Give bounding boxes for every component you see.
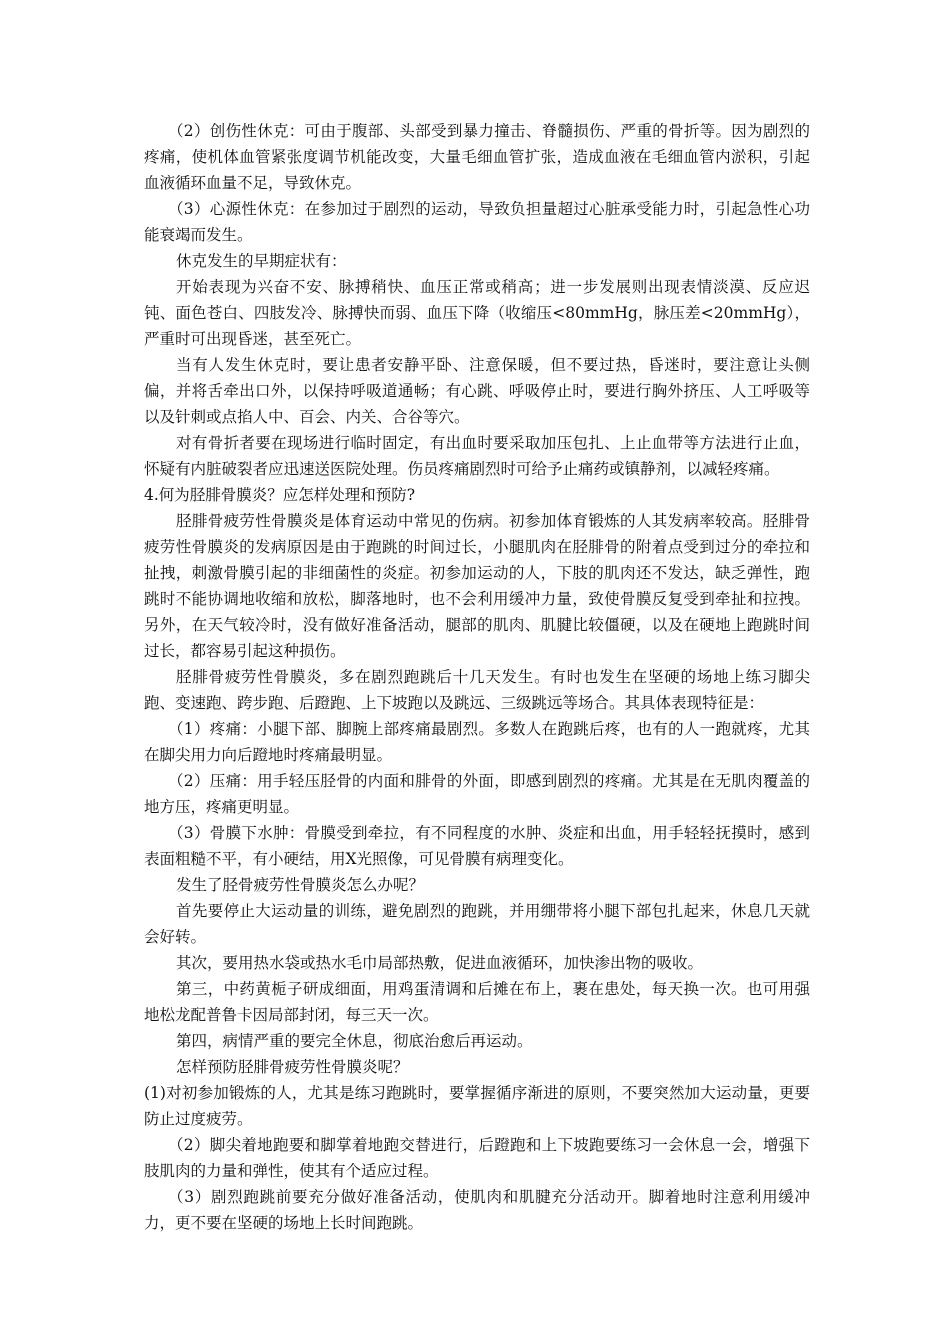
paragraph-treatment-first: 首先要停止大运动量的训练，避免剧烈的跑跳，并用绷带将小腿下部包扎起来，休息几天就会好转。 [144, 902, 810, 946]
paragraph-early-symptoms: 开始表现为兴奋不安、脉搏稍快、血压正常或稍高；进一步发展则出现表情淡漠、反应迟钝、面色苍白、四肢发冷、脉搏快而弱、血压下降（收缩压<80mmHg，脉压差<20mmHg），严重时可出现昏迷，甚至死亡。 [144, 278, 810, 348]
document-page [144, 118, 810, 1236]
paragraph-cardiogenic-shock: （3）心源性休克：在参加过于剧烈的运动，导致负担量超过心脏承受能力时，引起急性心功能衰竭而发生。 [144, 200, 810, 244]
paragraph-periostitis-occurrence: 胫腓骨疲劳性骨膜炎，多在剧烈跑跳后十几天发生。有时也发生在坚硬的场地上练习脚尖跑、变速跑、跨步跑、后蹬跑、上下坡跑以及跳远、三级跳远等场合。其具体表现特征是： [144, 668, 810, 712]
paragraph-prevention-2: （2）脚尖着地跑要和脚掌着地跑交替进行，后蹬跑和上下坡跑要练习一会休息一会，增强下肢肌肉的力量和弹性，使其有个适应过程。 [144, 1136, 810, 1180]
paragraph-shock-first-aid: 当有人发生休克时，要让患者安静平卧、注意保暖，但不要过热，昏迷时，要注意让头侧偏，并将舌牵出口外，以保持呼吸道通畅；有心跳、呼吸停止时，要进行胸外挤压、人工呼吸等以及针刺或点掐人中、百会、内关、合谷等穴。 [144, 356, 810, 426]
paragraph-prevention-3: （3）剧烈跑跳前要充分做好准备活动，使肌肉和肌腱充分活动开。脚着地时注意利用缓冲力，更不要在坚硬的场地上长时间跑跳。 [144, 1188, 810, 1232]
paragraph-what-to-do-heading: 发生了胫骨疲劳性骨膜炎怎么办呢？ [176, 876, 425, 894]
paragraph-symptom-pain: （1）疼痛：小腿下部、脚腕上部疼痛最剧烈。多数人在跑跳后疼，也有的人一跑就疼，尤其在脚尖用力向后蹬地时疼痛最明显。 [144, 720, 810, 764]
paragraph-symptom-edema: （3）骨膜下水肿：骨膜受到牵拉，有不同程度的水肿、炎症和出血，用手轻轻抚摸时，感到表面粗糙不平，有小硬结，用X光照像，可见骨膜有病理变化。 [144, 824, 810, 868]
paragraph-prevention-1: (1)对初参加锻炼的人，尤其是练习跑跳时，要掌握循序渐进的原则，不要突然加大运动量，更要防止过度疲劳。 [144, 1084, 810, 1128]
paragraph-treatment-third: 第三，中药黄栀子研成细面，用鸡蛋清调和后摊在布上，裹在患处，每天换一次。也可用强地松龙配普鲁卡因局部封闭，每三天一次。 [144, 980, 810, 1024]
paragraph-prevention-heading: 怎样预防胫腓骨疲劳性骨膜炎呢？ [176, 1058, 409, 1076]
paragraph-early-symptoms-heading: 休克发生的早期症状有： [176, 252, 347, 270]
paragraph-treatment-second: 其次，要用热水袋或热水毛巾局部热敷，促进血液循环，加快渗出物的吸收。 [176, 954, 704, 972]
section-heading-periostitis: 4.何为胫腓骨膜炎？应怎样处理和预防? [144, 486, 416, 504]
paragraph-fracture-handling: 对有骨折者要在现场进行临时固定，有出血时要采取加压包扎、上止血带等方法进行止血，怀疑有内脏破裂者应迅速送医院处理。伤员疼痛剧烈时可给予止痛药或镇静剂，以减轻疼痛。 [144, 434, 810, 478]
paragraph-symptom-tenderness: （2）压痛：用手轻压胫骨的内面和腓骨的外面，即感到剧烈的疼痛。尤其是在无肌肉覆盖的地方压，疼痛更明显。 [144, 772, 810, 816]
paragraph-treatment-fourth: 第四，病情严重的要完全休息，彻底治愈后再运动。 [176, 1032, 533, 1050]
paragraph-traumatic-shock: （2）创伤性休克：可由于腹部、头部受到暴力撞击、脊髓损伤、严重的骨折等。因为剧烈的疼痛，使机体血管紧张度调节机能改变，大量毛细血管扩张，造成血液在毛细血管内淤积，引起血液循环血量不足，导致休克。 [144, 122, 810, 192]
paragraph-periostitis-cause: 胫腓骨疲劳性骨膜炎是体育运动中常见的伤病。初参加体育锻炼的人其发病率较高。胫腓骨疲劳性骨膜炎的发病原因是由于跑跳的时间过长，小腿肌肉在胫腓骨的附着点受到过分的牵拉和扯拽，刺激骨膜引起的非细菌性的炎症。初参加运动的人，下肢的肌肉还不发达，缺乏弹性，跑跳时不能协调地收缩和放松，脚落地时，也不会利用缓冲力量，致使骨膜反复受到牵扯和拉拽。另外，在天气较冷时，没有做好准备活动，腿部的肌肉、肌腱比较僵硬，以及在硬地上跑跳时间过长，都容易引起这种损伤。 [144, 512, 810, 660]
